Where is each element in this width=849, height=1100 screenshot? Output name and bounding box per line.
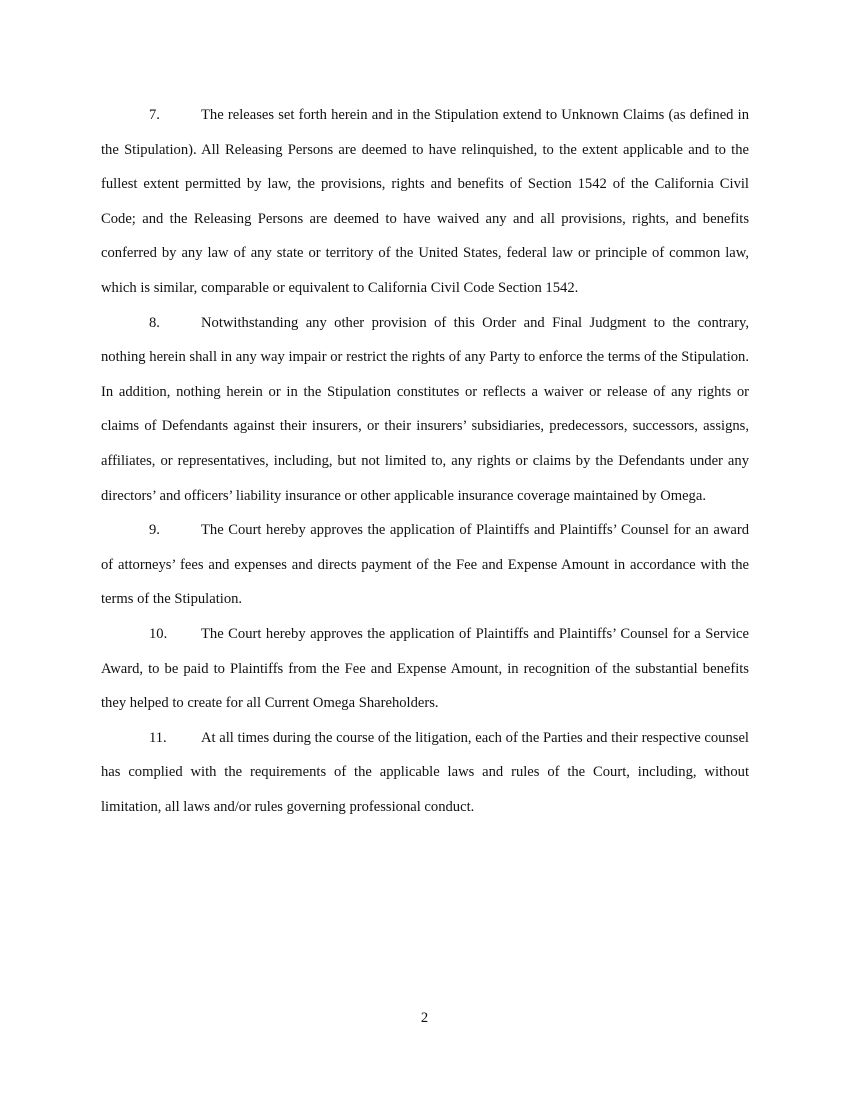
paragraph-9 bbox=[101, 513, 749, 617]
paragraph-number: 11. bbox=[149, 729, 167, 746]
paragraph-number: 9. bbox=[149, 522, 160, 539]
paragraph-11 bbox=[101, 721, 749, 825]
document-body bbox=[101, 98, 749, 824]
paragraph-text: Notwithstanding any other provision of this Order and Final Judgment to the contrary, nothing herein shall in any way impair or restrict the rights of any Party to enforce the terms of the Stipulation. In addition, nothing herein or in the Stipulation constitutes or reflects a waiver or release of any rights or claims of Defendants against their insurers, or their insurers’ subsidiaries, predecessors, successors, assigns, affiliates, or representatives, including, but not limited to, any rights or claims by the Defendants under any directors’ and officers’ liability insurance or other applicable insurance coverage maintained by Omega. bbox=[101, 314, 749, 504]
paragraph-text: At all times during the course of the litigation, each of the Parties and their respective counsel has complied with the requirements of the applicable laws and rules of the Court, including, without limitation, all laws and/or rules governing professional conduct. bbox=[101, 729, 749, 815]
paragraph-7 bbox=[101, 98, 749, 306]
paragraph-10 bbox=[101, 617, 749, 721]
paragraph-8 bbox=[101, 306, 749, 514]
paragraph-number: 10. bbox=[149, 625, 168, 642]
paragraph-text: The Court hereby approves the application of Plaintiffs and Plaintiffs’ Counsel for a Service Award, to be paid to Plaintiffs from the Fee and Expense Amount, in recognition of the substantial benefits they helped to create for all Current Omega Shareholders. bbox=[101, 625, 749, 712]
page-number: 2 bbox=[420, 1010, 429, 1026]
paragraph-number: 7. bbox=[149, 107, 160, 123]
paragraph-text: The Court hereby approves the application of Plaintiffs and Plaintiffs’ Counsel for an award of attorneys’ fees and expenses and directs payment of the Fee and Expense Amount in accordance with the terms of the Stipulation. bbox=[101, 522, 749, 608]
paragraph-number: 8. bbox=[149, 314, 160, 331]
paragraph-text: The releases set forth herein and in the Stipulation extend to Unknown Claims (as defined in the Stipulation). All Releasing Persons are deemed to have relinquished, to the extent applicable and to the fullest extent permitted by law, the provisions, rights and benefits of Section 1542 of the California Civil Code; and the Releasing Persons are deemed to have waived any and all provisions, rights, and benefits conferred by any law of any state or territory of the United States, federal law or principle of common law, which is similar, comparable or equivalent to California Civil Code Section 1542. bbox=[101, 107, 749, 296]
